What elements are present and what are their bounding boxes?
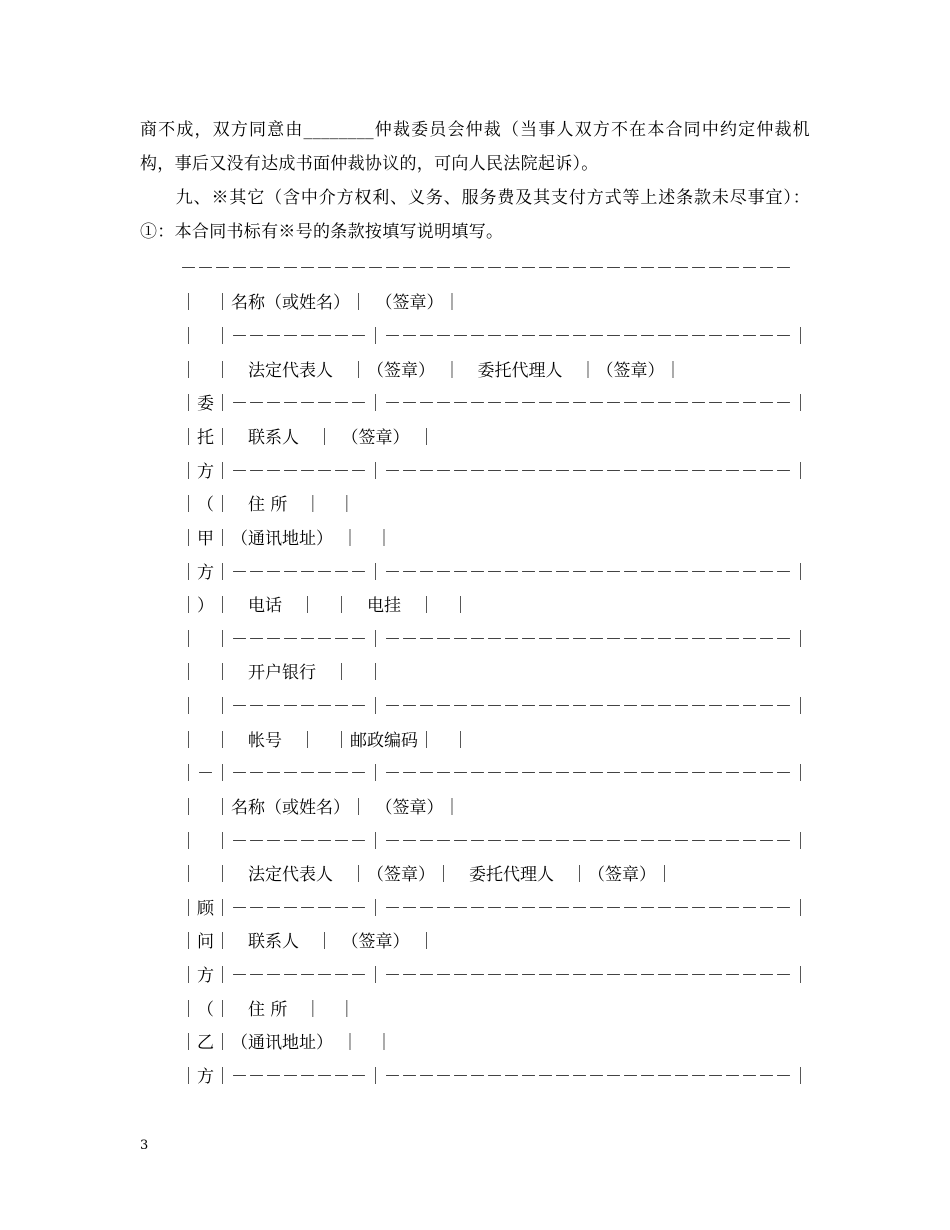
table-line: ｜方｜－－－－－－－－｜－－－－－－－－－－－－－－－－－－－－－－－－｜ — [180, 563, 809, 583]
table-line: ｜托｜ 联系人 ｜ （签章） ｜ — [180, 428, 435, 448]
page-number: 3 — [140, 1138, 149, 1153]
table-line: ｜方｜－－－－－－－－｜－－－－－－－－－－－－－－－－－－－－－－－－｜ — [180, 966, 809, 986]
table-line: ｜ ｜－－－－－－－－｜－－－－－－－－－－－－－－－－－－－－－－－－｜ — [180, 832, 809, 852]
table-line: ｜ ｜－－－－－－－－｜－－－－－－－－－－－－－－－－－－－－－－－－｜ — [180, 697, 809, 717]
table-line: ｜（｜ 住 所 ｜ ｜ — [180, 1000, 356, 1020]
table-line: ｜甲｜（通讯地址） ｜ ｜ — [180, 529, 393, 549]
table-line: ｜（｜ 住 所 ｜ ｜ — [180, 495, 356, 515]
table-line: －－－－－－－－－－－－－－－－－－－－－－－－－－－－－－－－－－－－ — [180, 259, 792, 279]
table-line: ｜）｜ 电话 ｜ ｜ 电挂 ｜ ｜ — [180, 596, 469, 616]
table-line: ｜ ｜名称（或姓名）｜ （签章）｜ — [180, 293, 461, 313]
paragraph-arbitration: 商不成，双方同意由________仲裁委员会仲裁（当事人双方不在本合同中约定仲裁机构，事后又没有达成书面仲裁协议的，可向人民法院起诉）。 — [140, 120, 810, 174]
table-line: ｜问｜ 联系人 ｜ （签章） ｜ — [180, 932, 435, 952]
table-line: ｜ ｜－－－－－－－－｜－－－－－－－－－－－－－－－－－－－－－－－－｜ — [180, 630, 809, 650]
table-line: ｜ ｜ 帐号 ｜ ｜邮政编码｜ ｜ — [180, 731, 469, 751]
table-line: ｜－｜－－－－－－－－｜－－－－－－－－－－－－－－－－－－－－－－－－｜ — [180, 764, 809, 784]
table-line: ｜乙｜（通讯地址） ｜ ｜ — [180, 1033, 393, 1053]
table-line: ｜方｜－－－－－－－－｜－－－－－－－－－－－－－－－－－－－－－－－－｜ — [180, 1067, 809, 1087]
table-line: ｜委｜－－－－－－－－｜－－－－－－－－－－－－－－－－－－－－－－－－｜ — [180, 394, 809, 414]
table-line: ｜ ｜ 法定代表人 ｜（签章）｜ 委托代理人 ｜（签章）｜ — [180, 865, 673, 885]
table-line: ｜顾｜－－－－－－－－｜－－－－－－－－－－－－－－－－－－－－－－－－｜ — [180, 899, 809, 919]
table-line: ｜ ｜－－－－－－－－｜－－－－－－－－－－－－－－－－－－－－－－－－｜ — [180, 327, 809, 347]
table-line: ｜ ｜ 法定代表人 ｜（签章） ｜ 委托代理人 ｜（签章）｜ — [180, 361, 682, 381]
paragraph-other-terms: 九、※其它（含中介方权利、义务、服务费及其支付方式等上述条款未尽事宜）：①：本合同书标有※号的条款按填写说明填写。 — [140, 188, 810, 242]
table-line: ｜方｜－－－－－－－－｜－－－－－－－－－－－－－－－－－－－－－－－－｜ — [180, 462, 809, 482]
table-line: ｜ ｜名称（或姓名）｜ （签章）｜ — [180, 798, 461, 818]
table-line: ｜ ｜ 开户银行 ｜ ｜ — [180, 663, 384, 683]
